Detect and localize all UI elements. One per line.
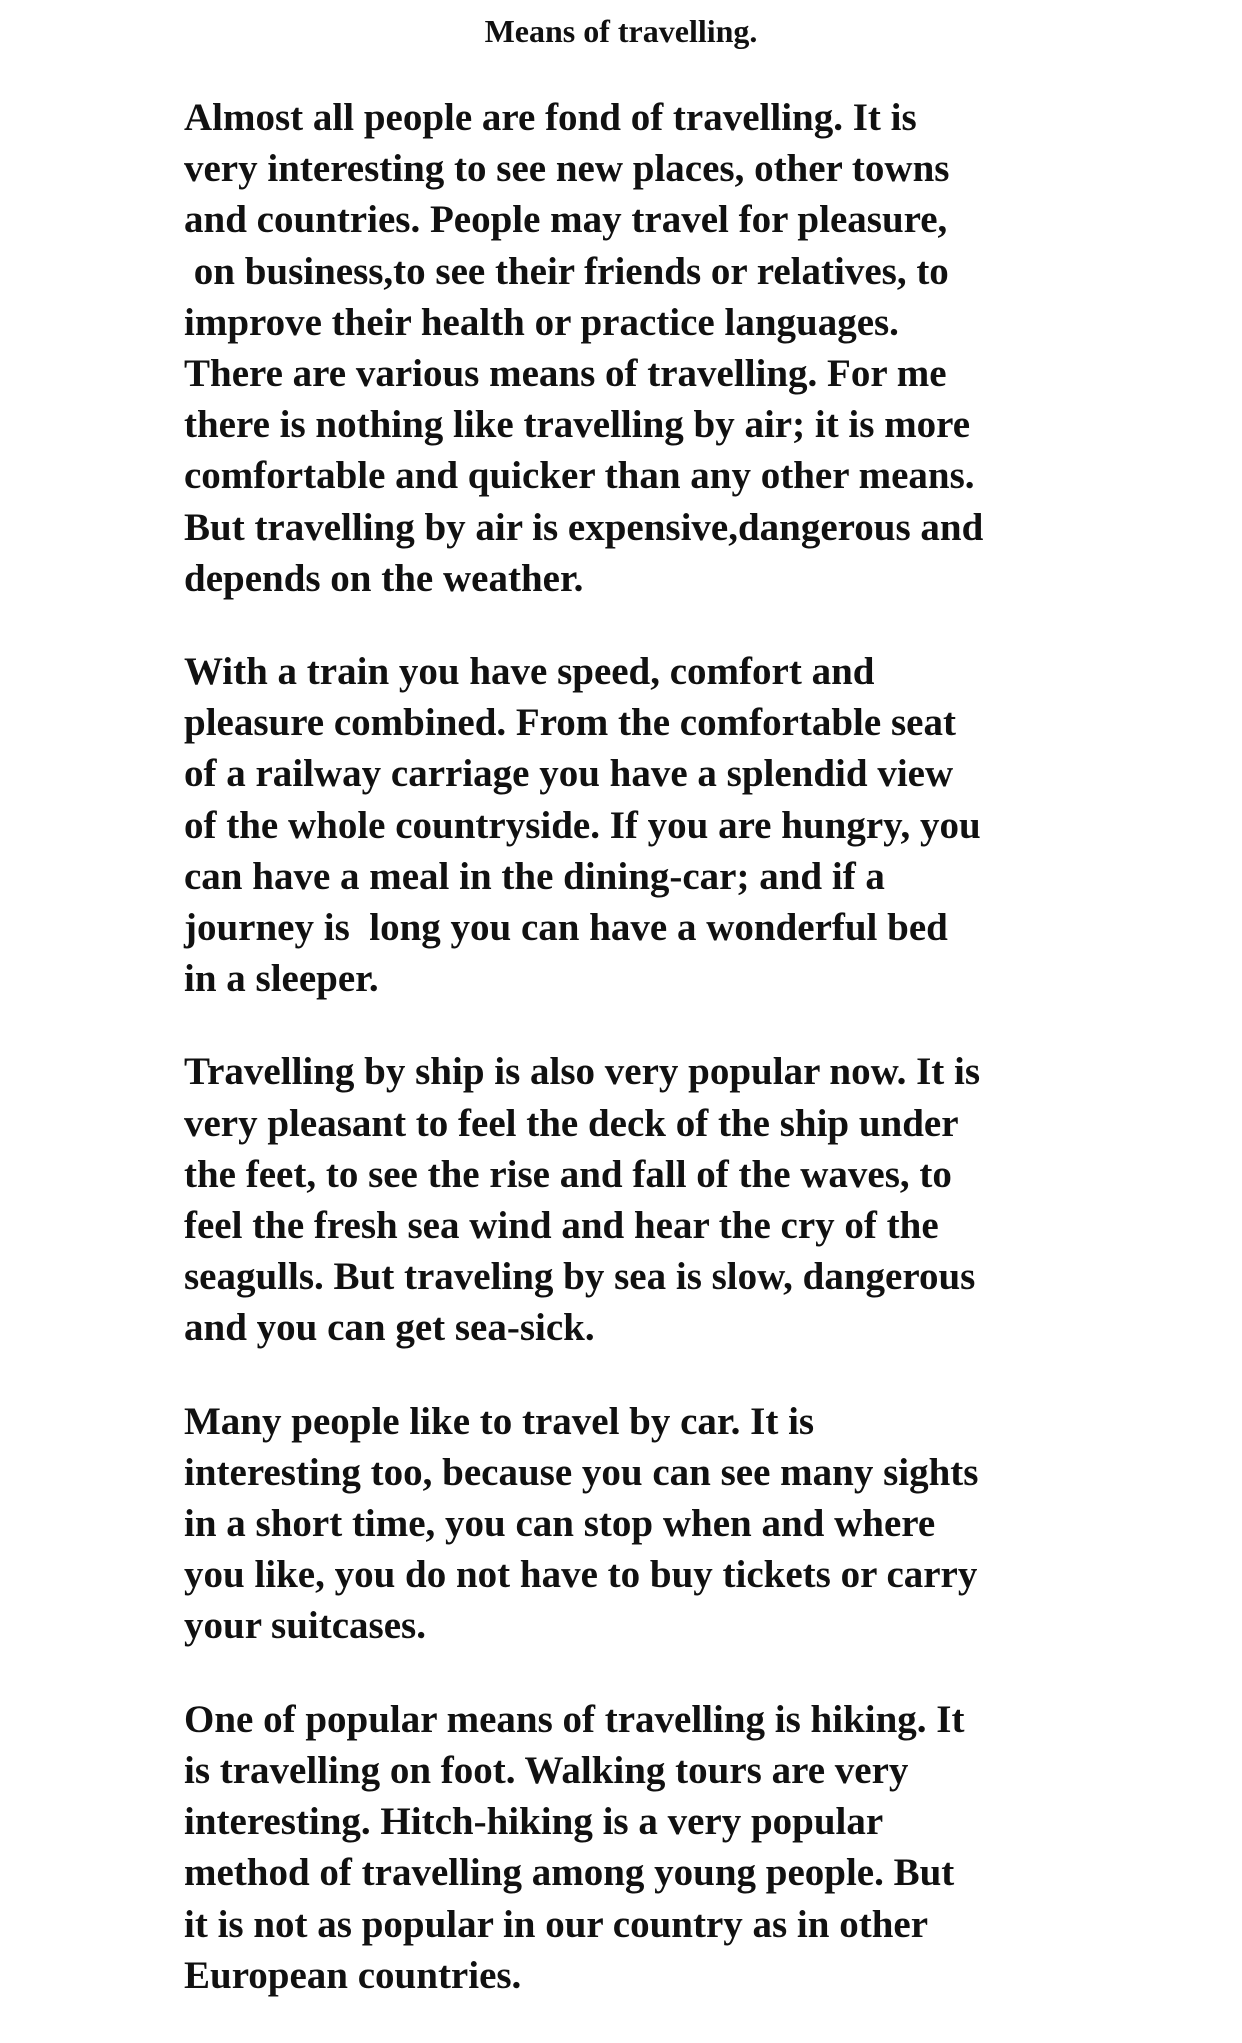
- text-line: in a sleeper.: [184, 957, 379, 1001]
- text-line: Almost all people are fond of travelling. It is: [184, 96, 917, 139]
- text-line: feel the fresh sea wind and hear the cry of the: [184, 1204, 939, 1248]
- paragraph-car: [184, 1396, 1184, 1652]
- text-line: Travelling by ship is also very popular now. It is: [184, 1050, 981, 1094]
- document-title: Means of travelling.: [484, 13, 758, 49]
- text-line: and countries. People may travel for pleasure,: [184, 198, 948, 242]
- text-line: is travelling on foot. Walking tours are very: [184, 1748, 909, 1792]
- text-line: on business,to see their friends or relatives, to: [184, 249, 949, 293]
- text-line: very interesting to see new places, other towns: [184, 147, 950, 191]
- text-line: There are various means of travelling. For me: [184, 352, 947, 396]
- text-line: and you can get sea-sick.: [184, 1306, 595, 1350]
- text-line: Many people like to travel by car. It is: [184, 1399, 815, 1443]
- text-line: improve their health or practice languages.: [184, 300, 899, 344]
- paragraph-ship: [184, 1046, 1184, 1353]
- paragraph-hiking: [184, 1694, 1184, 2001]
- text-line: can have a meal in the dining-car; and if a: [184, 854, 885, 898]
- text-line: of a railway carriage you have a splendid view: [184, 752, 954, 796]
- paragraph-train: [184, 646, 1184, 1004]
- text-line: interesting too, because you can see many sights: [184, 1450, 979, 1494]
- text-line: comfortable and quicker than any other means.: [184, 454, 975, 498]
- text-line: very pleasant to feel the deck of the ship under: [184, 1101, 959, 1145]
- text-line: depends on the weather.: [184, 556, 584, 600]
- text-line: European countries.: [184, 1953, 522, 1997]
- text-line: But travelling by air is expensive,dangerous and: [184, 505, 984, 549]
- text-line: it is not as popular in our country as in other: [184, 1902, 929, 1946]
- text-line: One of popular means of travelling is hiking. It: [184, 1697, 965, 1741]
- text-line: you like, you do not have to buy tickets or carry: [184, 1553, 978, 1597]
- paragraph-air: [184, 92, 1184, 604]
- text-line: With a train you have speed, comfort and: [184, 650, 875, 694]
- text-line: your suitcases.: [184, 1604, 426, 1648]
- text-line: in a short time, you can stop when and where: [184, 1502, 936, 1546]
- text-line: journey is long you can have a wonderful bed: [184, 906, 948, 950]
- text-line: method of travelling among young people. But: [184, 1851, 955, 1895]
- document-body: [184, 92, 1184, 2043]
- text-line: seagulls. But traveling by sea is slow, dangerous: [184, 1255, 976, 1299]
- text-line: of the whole countryside. If you are hungry, you: [184, 803, 981, 847]
- text-line: the feet, to see the rise and fall of the waves, to: [184, 1152, 952, 1196]
- text-line: interesting. Hitch-hiking is a very popular: [184, 1800, 884, 1844]
- text-line: pleasure combined. From the comfortable seat: [184, 701, 956, 745]
- text-line: there is nothing like travelling by air; it is more: [184, 403, 971, 447]
